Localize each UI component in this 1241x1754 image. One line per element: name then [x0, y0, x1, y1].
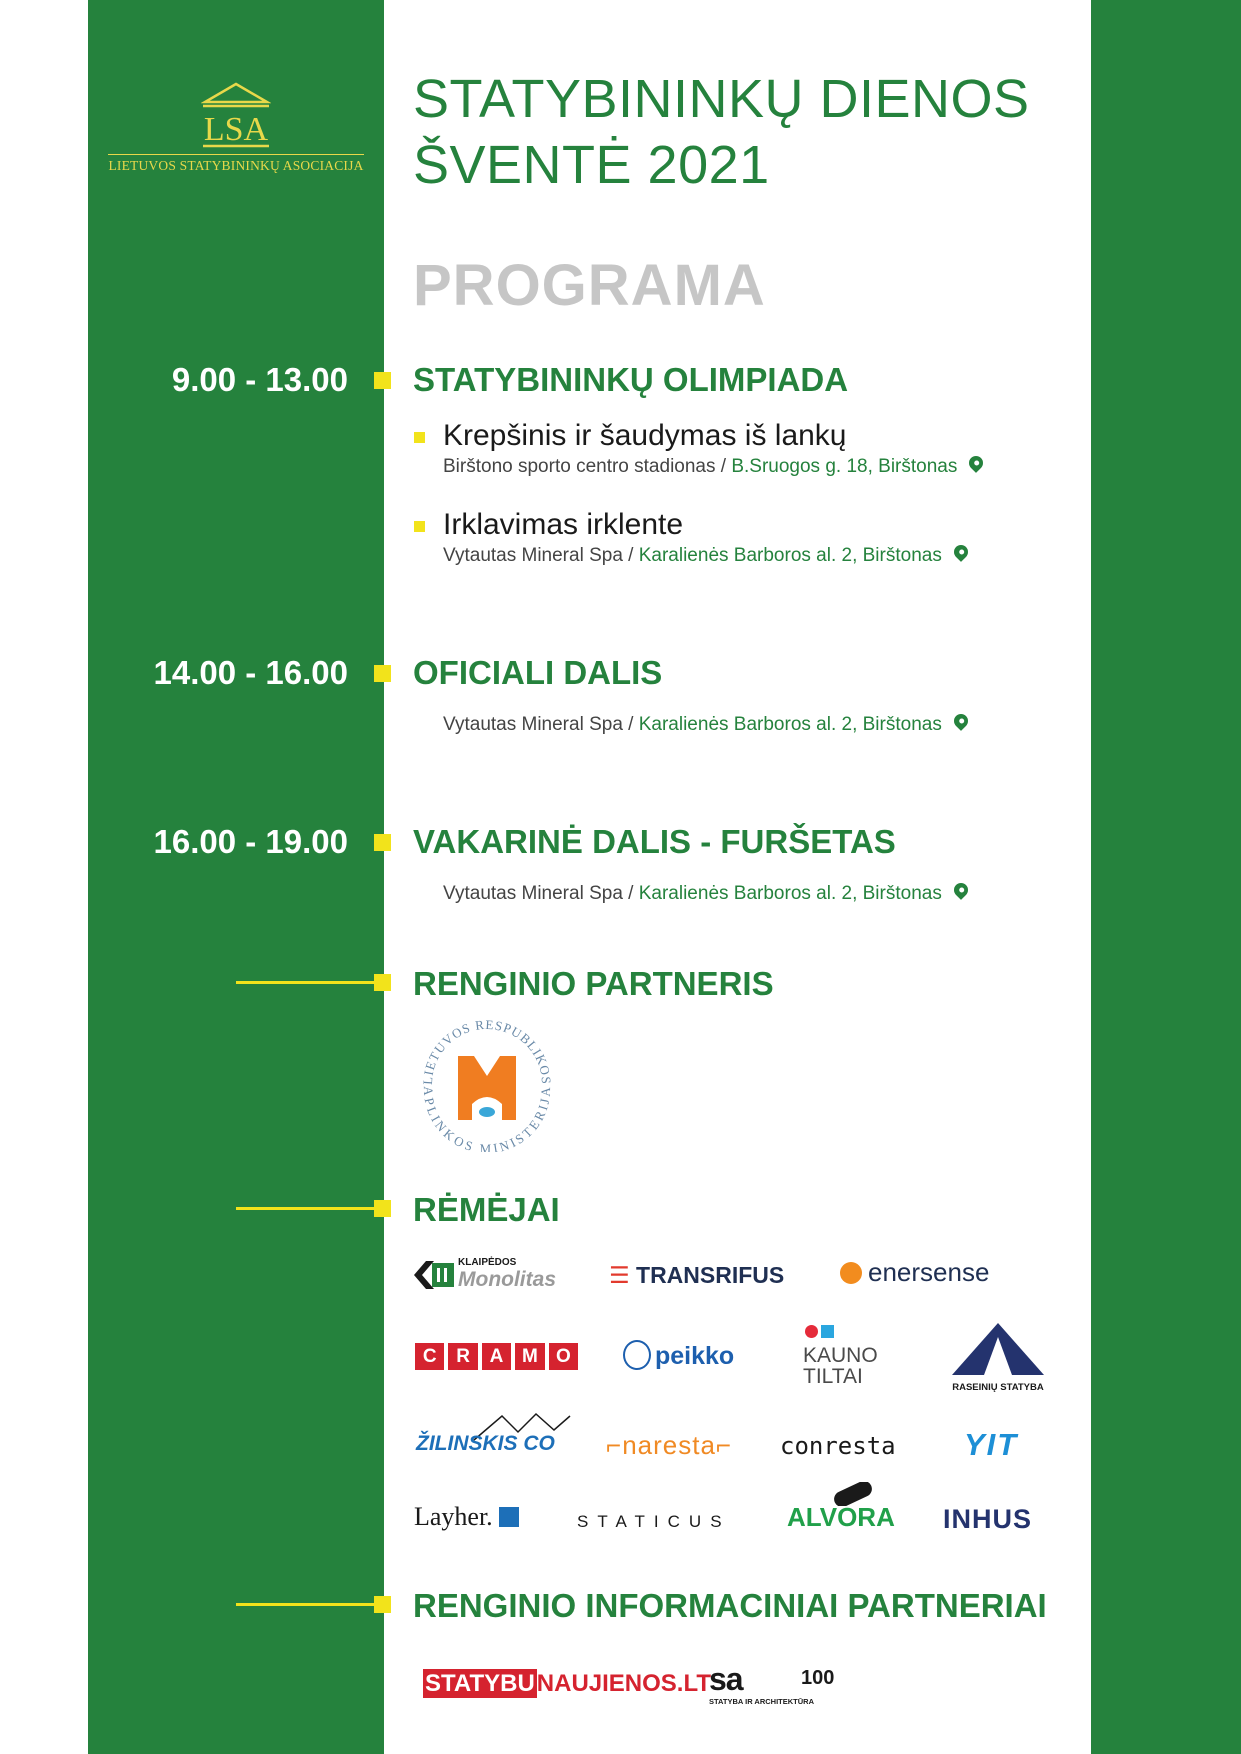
- page-title: [413, 66, 1053, 198]
- venue-address: Karalienės Barboros al. 2, Birštonas: [638, 545, 942, 566]
- layher-mark-icon: [499, 1507, 519, 1527]
- title-line-2: ŠVENTĖ 2021: [413, 135, 770, 195]
- timeline-marker: [374, 372, 391, 389]
- left-green-band: [88, 0, 384, 1754]
- logo-caption: LIETUVOS STATYBININKŲ ASOCIACIJA: [108, 154, 364, 174]
- timeline-marker: [374, 1200, 391, 1217]
- timeline-marker: [374, 974, 391, 991]
- venue-line: [443, 545, 968, 567]
- time-slot-3: 16.00 - 19.00: [153, 823, 348, 860]
- svg-text:LIETUVOS RESPUBLIKOS: [420, 1017, 554, 1085]
- venue-address: B.Sruogos g. 18, Birštonas: [731, 456, 958, 477]
- section-heading-info-partneriai: RENGINIO INFORMACINIAI PARTNERIAI: [413, 1587, 1047, 1624]
- sponsor-peikko-logo: peikko: [623, 1340, 734, 1371]
- time-slot-2: 14.00 - 16.00: [153, 654, 348, 691]
- right-green-band: [1091, 0, 1241, 1754]
- svg-text:LSA: LSA: [203, 111, 269, 148]
- section-heading-olimpiada: STATYBININKŲ OLIMPIADA: [413, 361, 849, 398]
- section-heading-partneris: RENGINIO PARTNERIS: [413, 965, 774, 1002]
- location-pin-icon: [951, 880, 971, 900]
- leaf-icon: [479, 1107, 495, 1117]
- sponsor-inhus-logo: INHUS: [943, 1504, 1033, 1534]
- sponsor-raseiniu-statyba-logo: RASEINIŲ STATYBA: [950, 1321, 1046, 1391]
- section-heading-remejai: RĖMĖJAI: [413, 1191, 560, 1228]
- sponsor-zilinskis-logo: ŽILINSKIS CO: [414, 1412, 574, 1464]
- ring-text-top: LIETUVOS RESPUBLIKOS: [419, 1016, 555, 1086]
- bullet-square: [414, 521, 425, 532]
- sponsor-layher-logo: Layher.: [414, 1502, 519, 1532]
- title-line-1: STATYBININKŲ DIENOS: [413, 69, 1030, 129]
- sponsor-transrifus-logo: ☰ TRANSRIFUS: [609, 1262, 785, 1288]
- section-heading-vakarine: VAKARINĖ DALIS - FURŠETAS: [413, 823, 896, 860]
- sponsor-cramo-logo: C R A M O: [415, 1343, 578, 1370]
- ministry-logo: [418, 1010, 556, 1152]
- sponsor-yit-logo: YIT: [964, 1427, 1019, 1462]
- triangle-icon: [950, 1321, 1046, 1377]
- timeline-marker: [374, 834, 391, 851]
- venue-address: Karalienės Barboros al. 2, Birštonas: [638, 714, 942, 735]
- venue-line: [443, 456, 983, 478]
- sponsor-naresta-logo: ⌐naresta⌐: [606, 1430, 733, 1460]
- monolitas-mark-icon: [414, 1259, 456, 1291]
- sponsor-monolitas-logo: KLAIPĖDOS Monolitas: [414, 1255, 570, 1295]
- time-slot-1: 9.00 - 13.00: [171, 361, 348, 398]
- activity-title: Krepšinis ir šaudymas iš lankų: [443, 419, 847, 452]
- venue-name: Birštono sporto centro stadionas /: [443, 456, 732, 477]
- sponsor-kauno-tiltai-logo: KAUNO TILTAI: [803, 1323, 898, 1389]
- peikko-troll-icon: [623, 1340, 651, 1370]
- section-heading-oficiali: OFICIALI DALIS: [413, 654, 663, 691]
- timeline-connector: [236, 1603, 376, 1606]
- timeline-marker: [374, 665, 391, 682]
- timeline-connector: [236, 1207, 376, 1210]
- ring-text-bottom: APLINKOS MINISTERIJA: [420, 1086, 554, 1152]
- venue-name: Vytautas Mineral Spa /: [443, 714, 639, 735]
- activity-title: Irklavimas irklente: [443, 508, 684, 541]
- timeline-connector: [236, 981, 376, 984]
- sponsor-conresta-logo: conresta: [780, 1432, 896, 1460]
- sponsor-alvora-logo: ALVORA: [787, 1482, 899, 1532]
- venue-name: Vytautas Mineral Spa /: [443, 883, 639, 904]
- timeline-marker: [374, 1596, 391, 1613]
- location-pin-icon: [951, 542, 971, 562]
- enersense-icon: [840, 1262, 862, 1284]
- red-dot-icon: [805, 1325, 818, 1338]
- venue-address: Karalienės Barboros al. 2, Birštonas: [638, 883, 942, 904]
- venue-line: [443, 883, 968, 905]
- sponsor-enersense-logo: enersense: [840, 1257, 989, 1288]
- left-page-margin: [0, 0, 88, 1754]
- lsa-logo: [108, 82, 364, 182]
- venue-line: [443, 714, 968, 736]
- location-pin-icon: [966, 453, 986, 473]
- bullet-square: [414, 432, 425, 443]
- programa-heading: PROGRAMA: [413, 253, 766, 318]
- sponsor-staticus-logo: STATICUS: [577, 1512, 731, 1531]
- building-icon: [201, 82, 271, 148]
- blue-square-icon: [821, 1325, 834, 1338]
- sa100-logo: sa 100 STATYBA IR ARCHITEKTŪRA: [709, 1661, 835, 1706]
- location-pin-icon: [951, 711, 971, 731]
- statybunaujienos-logo: STATYBUNAUJIENOS.LT: [425, 1670, 712, 1697]
- venue-name: Vytautas Mineral Spa /: [443, 545, 639, 566]
